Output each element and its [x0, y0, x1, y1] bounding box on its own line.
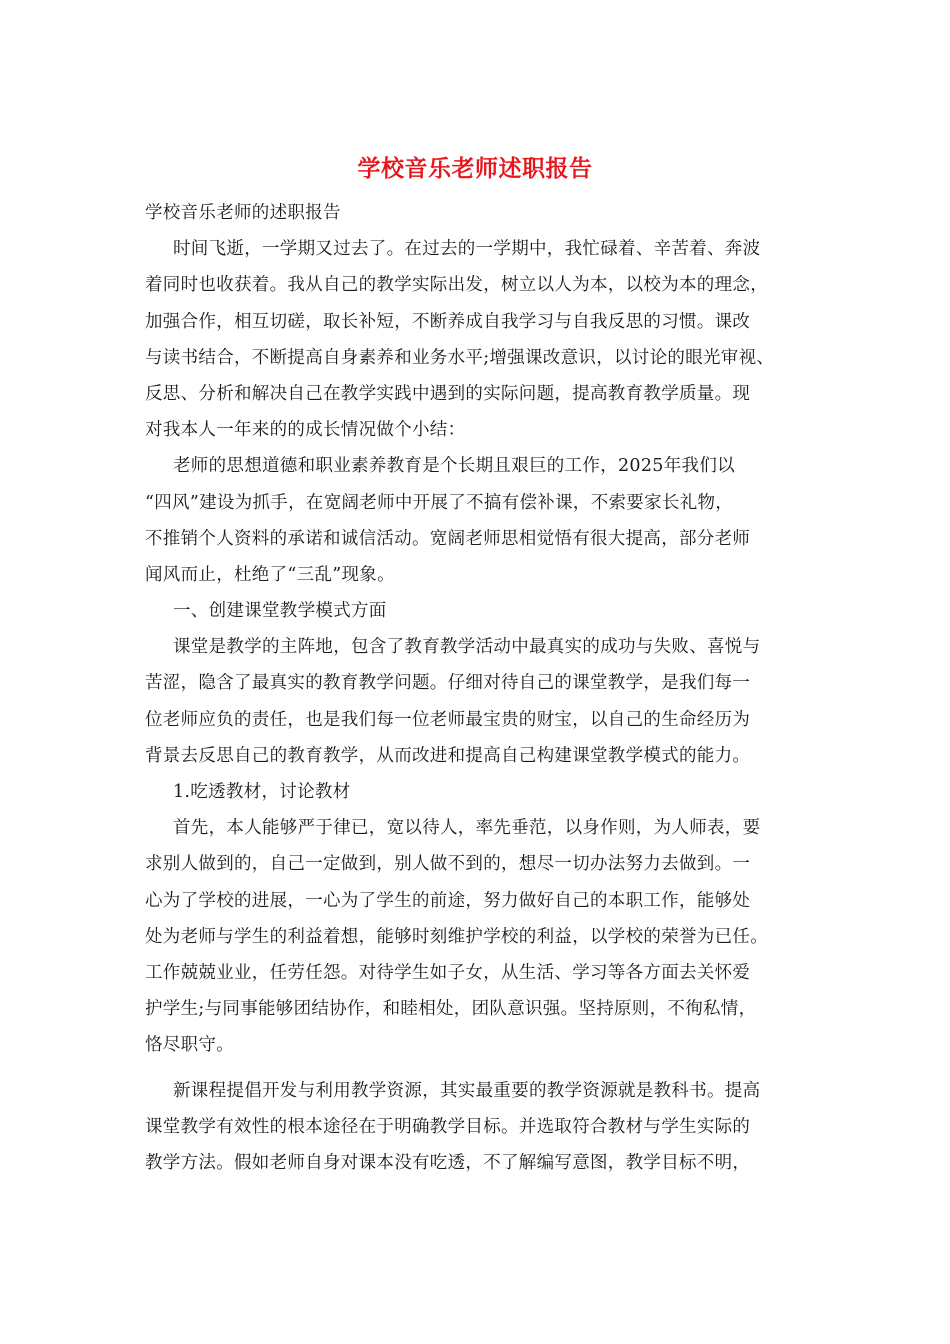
text-line: 位老师应负的责任，也是我们每一位老师最宝贵的财宝，以自己的生命经历为: [145, 709, 751, 730]
text-line: 反思、分析和解决自己在教学实践中遇到的实际问题，提高教育教学质量。现: [145, 383, 751, 404]
text-line: 背景去反思自己的教育教学，从而改进和提高自己构建课堂教学模式的能力。: [145, 745, 751, 766]
text-line: 对我本人一年来的的成长情况做个小结：: [145, 420, 466, 441]
text-line: 学校音乐老师的述职报告: [145, 203, 341, 223]
text-line: 闻风而止，杜绝了“三乱”现象。: [145, 564, 395, 585]
text-line: 苦涩，隐含了最真实的教育教学问题。仔细对待自己的课堂教学，是我们每一: [145, 673, 751, 694]
text-line: 时间飞逝，一学期又过去了。在过去的一学期中，我忙碌着、辛苦着、奔波: [173, 239, 761, 260]
text-line: 老师的思想道德和职业素养教育是个长期且艰巨的工作，2025年我们以: [173, 456, 735, 477]
text-line: 不推销个人资料的承诺和诚信活动。宽阔老师思相觉悟有很大提高，部分老师: [145, 528, 751, 549]
document-title: 学校音乐老师述职报告: [357, 155, 593, 182]
text-line: 课堂教学有效性的根本途径在于明确教学目标。并选取符合教材与学生实际的: [145, 1116, 751, 1137]
text-line: 着同时也收获着。我从自己的教学实际出发，树立以人为本，以校为本的理念，: [145, 275, 768, 296]
text-line: 处为老师与学生的利益着想，能够时刻维护学校的利益，以学校的荣誉为已任。: [145, 926, 768, 947]
text-line: 1.吃透教材，讨论教材: [173, 782, 351, 802]
text-line: 新课程提倡开发与利用教学资源，其实最重要的教学资源就是教科书。提高: [173, 1080, 761, 1101]
text-line: 恪尽职守。: [145, 1035, 234, 1056]
text-line: 工作兢兢业业，任劳任怨。对待学生如子女，从生活、学习等各方面去关怀爱: [145, 962, 751, 983]
text-line: 求别人做到的，自己一定做到，别人做不到的，想尽一切办法努力去做到。一: [145, 854, 751, 875]
text-line: 护学生;与同事能够团结协作，和睦相处，团队意识强。坚持原则，不徇私情，: [145, 999, 757, 1020]
text-line: 教学方法。假如老师自身对课本没有吃透，不了解编写意图，教学目标不明，: [145, 1152, 751, 1173]
text-line: 与读书结合，不断提高自身素养和业务水平;增强课改意识，以讨论的眼光审视、: [145, 347, 775, 368]
text-line: 心为了学校的进展，一心为了学生的前途，努力做好自己的本职工作，能够处: [145, 890, 751, 911]
text-line: 课堂是教学的主阵地，包含了教育教学活动中最真实的成功与失败、喜悦与: [173, 637, 761, 658]
text-line: 一、创建课堂教学模式方面: [173, 601, 387, 622]
text-line: 首先，本人能够严于律已，宽以待人，率先垂范，以身作则，为人师表，要: [173, 818, 761, 839]
text-line: 加强合作，相互切磋，取长补短，不断养成自我学习与自我反思的习惯。课改: [145, 311, 751, 332]
document-body: [145, 195, 825, 1181]
paragraph-gap: [145, 1064, 825, 1073]
text-line: “四风”建设为抓手，在宽阔老师中开展了不搞有偿补课，不索要家长礼物，: [145, 492, 734, 513]
